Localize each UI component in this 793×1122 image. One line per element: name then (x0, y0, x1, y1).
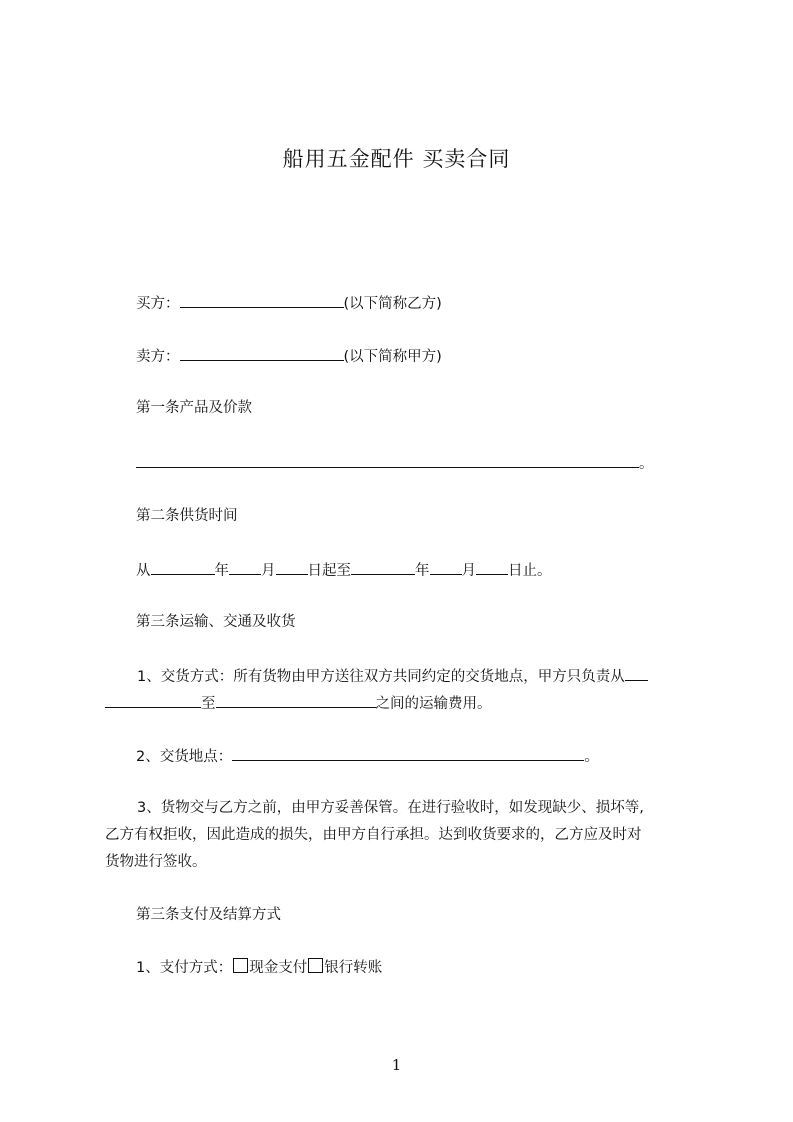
seller-line (136, 345, 442, 367)
day-start-label: 日起至 (307, 563, 351, 579)
article1-heading: 第一条产品及价款 (136, 400, 252, 416)
delivery-method-text: 1、交货方式：所有货物由甲方送往双方共同约定的交货地点，甲方只负责从 (137, 669, 625, 685)
end-month-blank[interactable] (430, 559, 462, 575)
buyer-line (136, 292, 442, 314)
document-title: 船用五金配件 买卖合同 (282, 147, 511, 171)
buyer-name-blank[interactable] (180, 292, 344, 308)
start-year-blank[interactable] (151, 559, 215, 575)
payment-method-label: 1、支付方式： (136, 960, 233, 976)
custody-line3: 货物进行签收。 (105, 854, 207, 870)
day-end-label: 日止。 (508, 563, 552, 579)
end-day-blank[interactable] (476, 559, 508, 575)
article1-end: 。 (639, 456, 654, 472)
bank-option-label: 银行转账 (324, 960, 383, 976)
year-label: 年 (214, 563, 229, 579)
supply-period-line (136, 559, 552, 581)
year2-label: 年 (415, 563, 430, 579)
delivery-place-end: 。 (584, 749, 599, 765)
custody-line1: 3、货物交与乙方之前，由甲方妥善保管。在进行验收时，如发现缺少、损坏等, (137, 800, 644, 816)
month-label: 月 (261, 563, 276, 579)
start-month-blank[interactable] (229, 559, 261, 575)
custody-line2: 乙方有权拒收，因此造成的损失，由甲方自行承担。达到收货要求的，乙方应及时对 (105, 827, 642, 843)
start-day-blank[interactable] (276, 559, 308, 575)
article2-heading: 第二条供货时间 (136, 508, 238, 524)
delivery-method-end: 之间的运输费用。 (375, 696, 492, 712)
from-label: 从 (136, 563, 151, 579)
delivery-method-line1 (137, 665, 648, 687)
delivery-place-label: 2、交货地点： (136, 749, 233, 765)
delivery-place-blank[interactable] (232, 745, 584, 761)
product-price-blank[interactable] (136, 452, 639, 468)
cash-checkbox[interactable] (233, 958, 248, 973)
bank-transfer-checkbox[interactable] (308, 958, 323, 973)
seller-suffix: (以下简称甲方) (343, 349, 442, 365)
delivery-to-blank[interactable] (216, 692, 376, 708)
page-number: 1 (391, 1056, 402, 1074)
seller-label: 卖方： (136, 349, 180, 365)
delivery-from-blank-a[interactable] (625, 665, 648, 681)
month2-label: 月 (461, 563, 476, 579)
buyer-suffix: (以下简称乙方) (343, 296, 442, 312)
article1-product-line (136, 452, 654, 474)
buyer-label: 买方： (136, 296, 180, 312)
seller-name-blank[interactable] (180, 345, 344, 361)
payment-method-line (136, 958, 382, 978)
delivery-from-blank-b[interactable] (105, 692, 201, 708)
end-year-blank[interactable] (351, 559, 415, 575)
delivery-place-line (136, 745, 599, 767)
cash-option-label: 现金支付 (249, 960, 308, 976)
article4-heading: 第三条支付及结算方式 (136, 907, 281, 923)
delivery-method-line2 (105, 692, 492, 714)
article3-heading: 第三条运输、交通及收货 (136, 614, 296, 630)
delivery-to-label: 至 (201, 696, 216, 712)
